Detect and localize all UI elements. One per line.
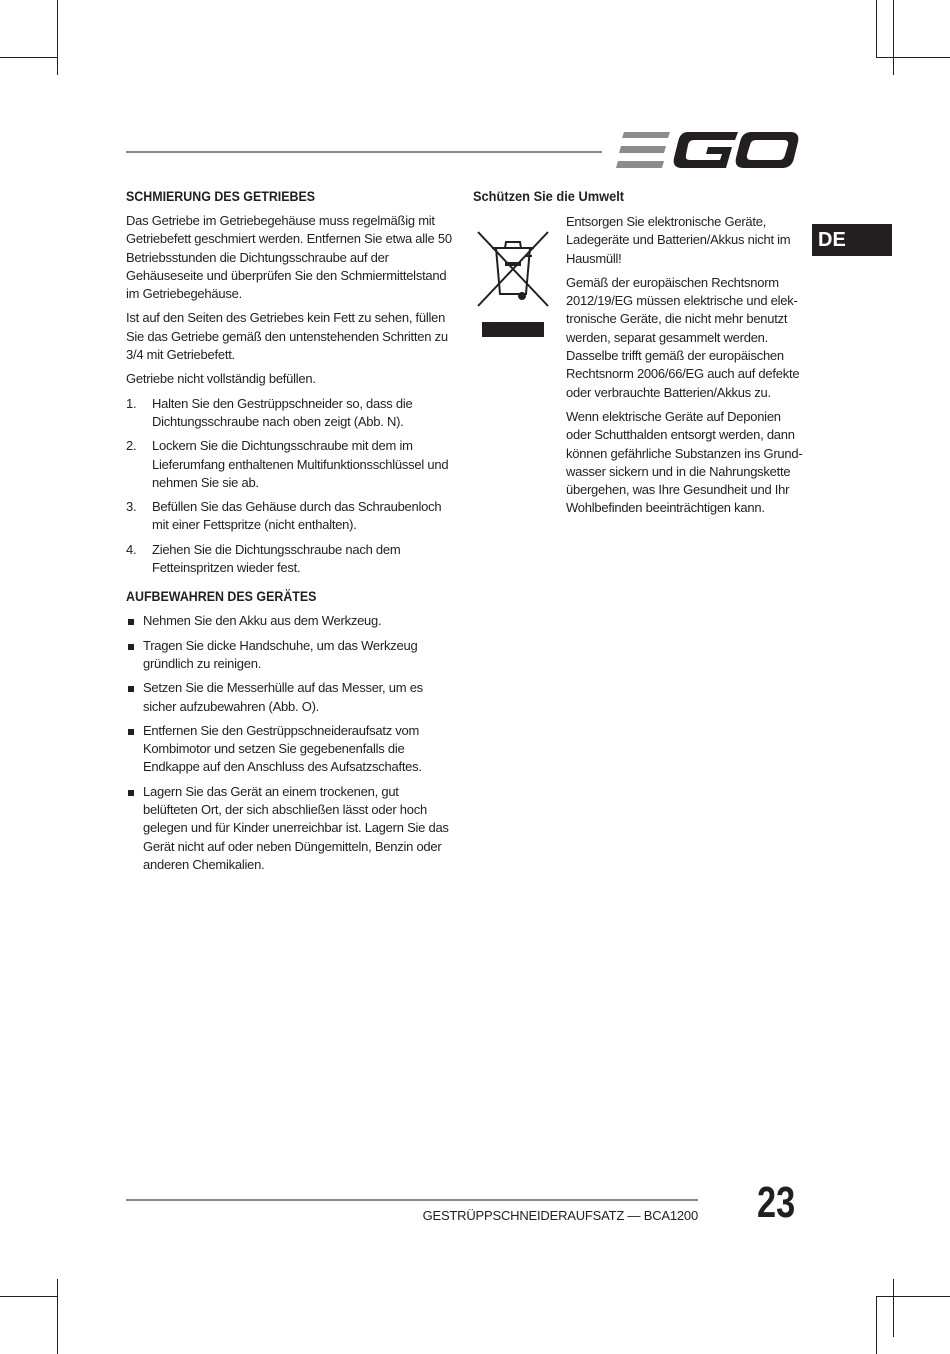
list-item: 4. Ziehen Sie die Dichtungsschraube nach dem Fetteinspritzen wieder fest. [126,541,401,576]
paragraph: Das Getriebe im Getriebegehäuse muss regelmäßig mit Getriebefett geschmiert werden. Entfernen Sie etwa alle 50 Betriebsstunden die Dichtungsschraube auf der Gehäuseseite und überprüfen Sie den Schmiermittelstand im Getriebegehäuse. [126,213,452,302]
section-heading-environment: Schützen Sie die Umwelt [473,189,625,204]
footer-rule [126,1199,698,1201]
ego-logo [616,128,800,172]
language-tab: DE [812,224,892,256]
list-item: Setzen Sie die Messerhülle auf das Messer, um es sicher aufzubewahren (Abb. O). [126,679,456,716]
list-item: 3. Befüllen Sie das Gehäuse durch das Schraubenloch mit einer Fettspritze (nicht enthalten). [126,499,442,533]
list-item: 2. Lockern Sie die Dichtungsschraube mit dem im Lieferumfang enthaltenen Multifunktionsschlüssel und nehmen Sie sie ab. [126,438,449,490]
paragraph: Wenn elektrische Geräte auf Deponien oder Schutthalden entsorgt werden, dann können gefährliche Substanzen ins Grund-wasser sickern und in die Nahrungskette übergehen, was Ihre Gesundheit und Ihr Wohlbefinden beeinträchtigen kann. [566,408,803,516]
page-number: 23 [757,1178,796,1227]
left-column [126,189,456,880]
steps-list [126,395,456,578]
list-item: Lagern Sie das Gerät an einem trockenen, gut belüfteten Ort, der sich abschließen lässt oder hoch gelegen und für Kinder unerreichbar ist. Lagern Sie das Gerät nicht auf oder neben Düngemitteln, Benzin oder anderen Chemikalien. [126,783,456,874]
right-heading-block [473,189,803,212]
paragraph: Getriebe nicht vollständig befüllen. [126,371,316,387]
list-item: 1. Halten Sie den Gestrüppschneider so, dass die Dichtungsschraube nach oben zeigt (Abb. N). [126,395,413,429]
paragraph: Ist auf den Seiten des Getriebes kein Fett zu sehen, füllen Sie das Getriebe gemäß den untenstehenden Schritten zu 3/4 mit Getriebefett. [126,310,448,363]
paragraph: Entsorgen Sie elektronische Geräte, Ladegeräte und Batterien/Akkus nicht im Hausmüll! [566,214,791,266]
list-item: Nehmen Sie den Akku aus dem Werkzeug. [126,612,456,630]
section-heading-lubrication: SCHMIERUNG DES GETRIEBES [126,189,316,204]
header-rule [126,151,602,153]
section-heading-storage: AUFBEWAHREN DES GERÄTES [126,589,317,605]
crossed-out-wheelie-bin-icon [474,228,552,340]
storage-bullet-list [126,612,456,874]
list-item: Tragen Sie dicke Handschuhe, um das Werkzeug gründlich zu reinigen. [126,637,456,674]
list-item: Entfernen Sie den Gestrüppschneideraufsatz vom Kombimotor und setzen Sie gegebenenfalls die Endkappe auf den Anschluss des Aufsatzschaftes. [126,722,456,777]
right-column [566,213,806,524]
paragraph: Gemäß der europäischen Rechtsnorm 2012/19/EG müssen elektrische und elek-tronische Geräte, die nicht mehr benutzt werden, separat gesammelt werden. Dasselbe trifft gemäß der europäischen Rechtsnorm 2006/66/EG auch auf defekte oder verbrauchte Batterien/Akkus zu. [566,274,800,400]
footer-title: GESTRÜPPSCHNEIDERAUFSATZ — BCA1200 [422,1208,698,1223]
